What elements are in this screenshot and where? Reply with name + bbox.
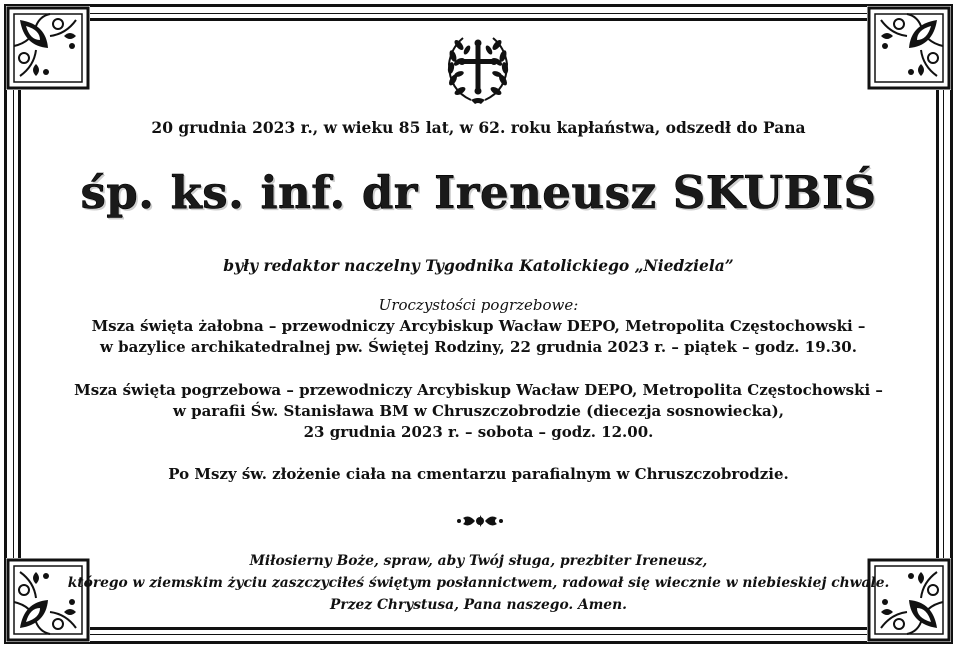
burial-mass-line: w parafii Św. Stanisława BM w Chruszczobrodzie (diecezja sosnowiecka), (172, 402, 785, 420)
prayer-line: Miłosierny Boże, spraw, aby Twój sługa, prezbiter Ireneusz, (249, 553, 708, 569)
burial-mass-line: 23 grudnia 2023 r. – sobota – godz. 12.00. (303, 423, 654, 441)
funeral-mass-line: w bazylice archikatedralnej pw. Świętej Rodziny, 22 grudnia 2023 r. – piątek – godz. 19.30. (100, 338, 857, 356)
floral-ornament-icon (455, 512, 505, 530)
ceremonies-title: Uroczystości pogrzebowe: (378, 296, 579, 314)
ornate-corner-icon (6, 6, 90, 90)
deceased-role: były redaktor naczelny Tygodnika Katolickiego „Niedziela” (223, 256, 734, 275)
prayer-line: którego w ziemskim życiu zaszczyciłeś świętym posłannictwem, radował się wiecznie w niebieskiej chwale. (67, 575, 890, 591)
burial-info: Po Mszy św. złożenie ciała na cmentarzu parafialnym w Chruszczobrodzie. (168, 465, 789, 483)
funeral-mass-line: Msza święta żałobna – przewodniczy Arcybiskup Wacław DEPO, Metropolita Częstochowski – (91, 317, 866, 335)
burial-mass-line: Msza święta pogrzebowa – przewodniczy Arcybiskup Wacław DEPO, Metropolita Częstochowski – (74, 381, 883, 399)
prayer-line: Przez Chrystusa, Pana naszego. Amen. (330, 597, 627, 613)
deceased-name: śp. ks. inf. dr Ireneusz SKUBIŚ (80, 166, 877, 219)
cross-in-laurel-wreath-icon (441, 30, 515, 106)
ornate-corner-icon (867, 6, 951, 90)
death-announcement-line: 20 grudnia 2023 r., w wieku 85 lat, w 62. roku kapłaństwa, odszedł do Pana (151, 118, 806, 137)
